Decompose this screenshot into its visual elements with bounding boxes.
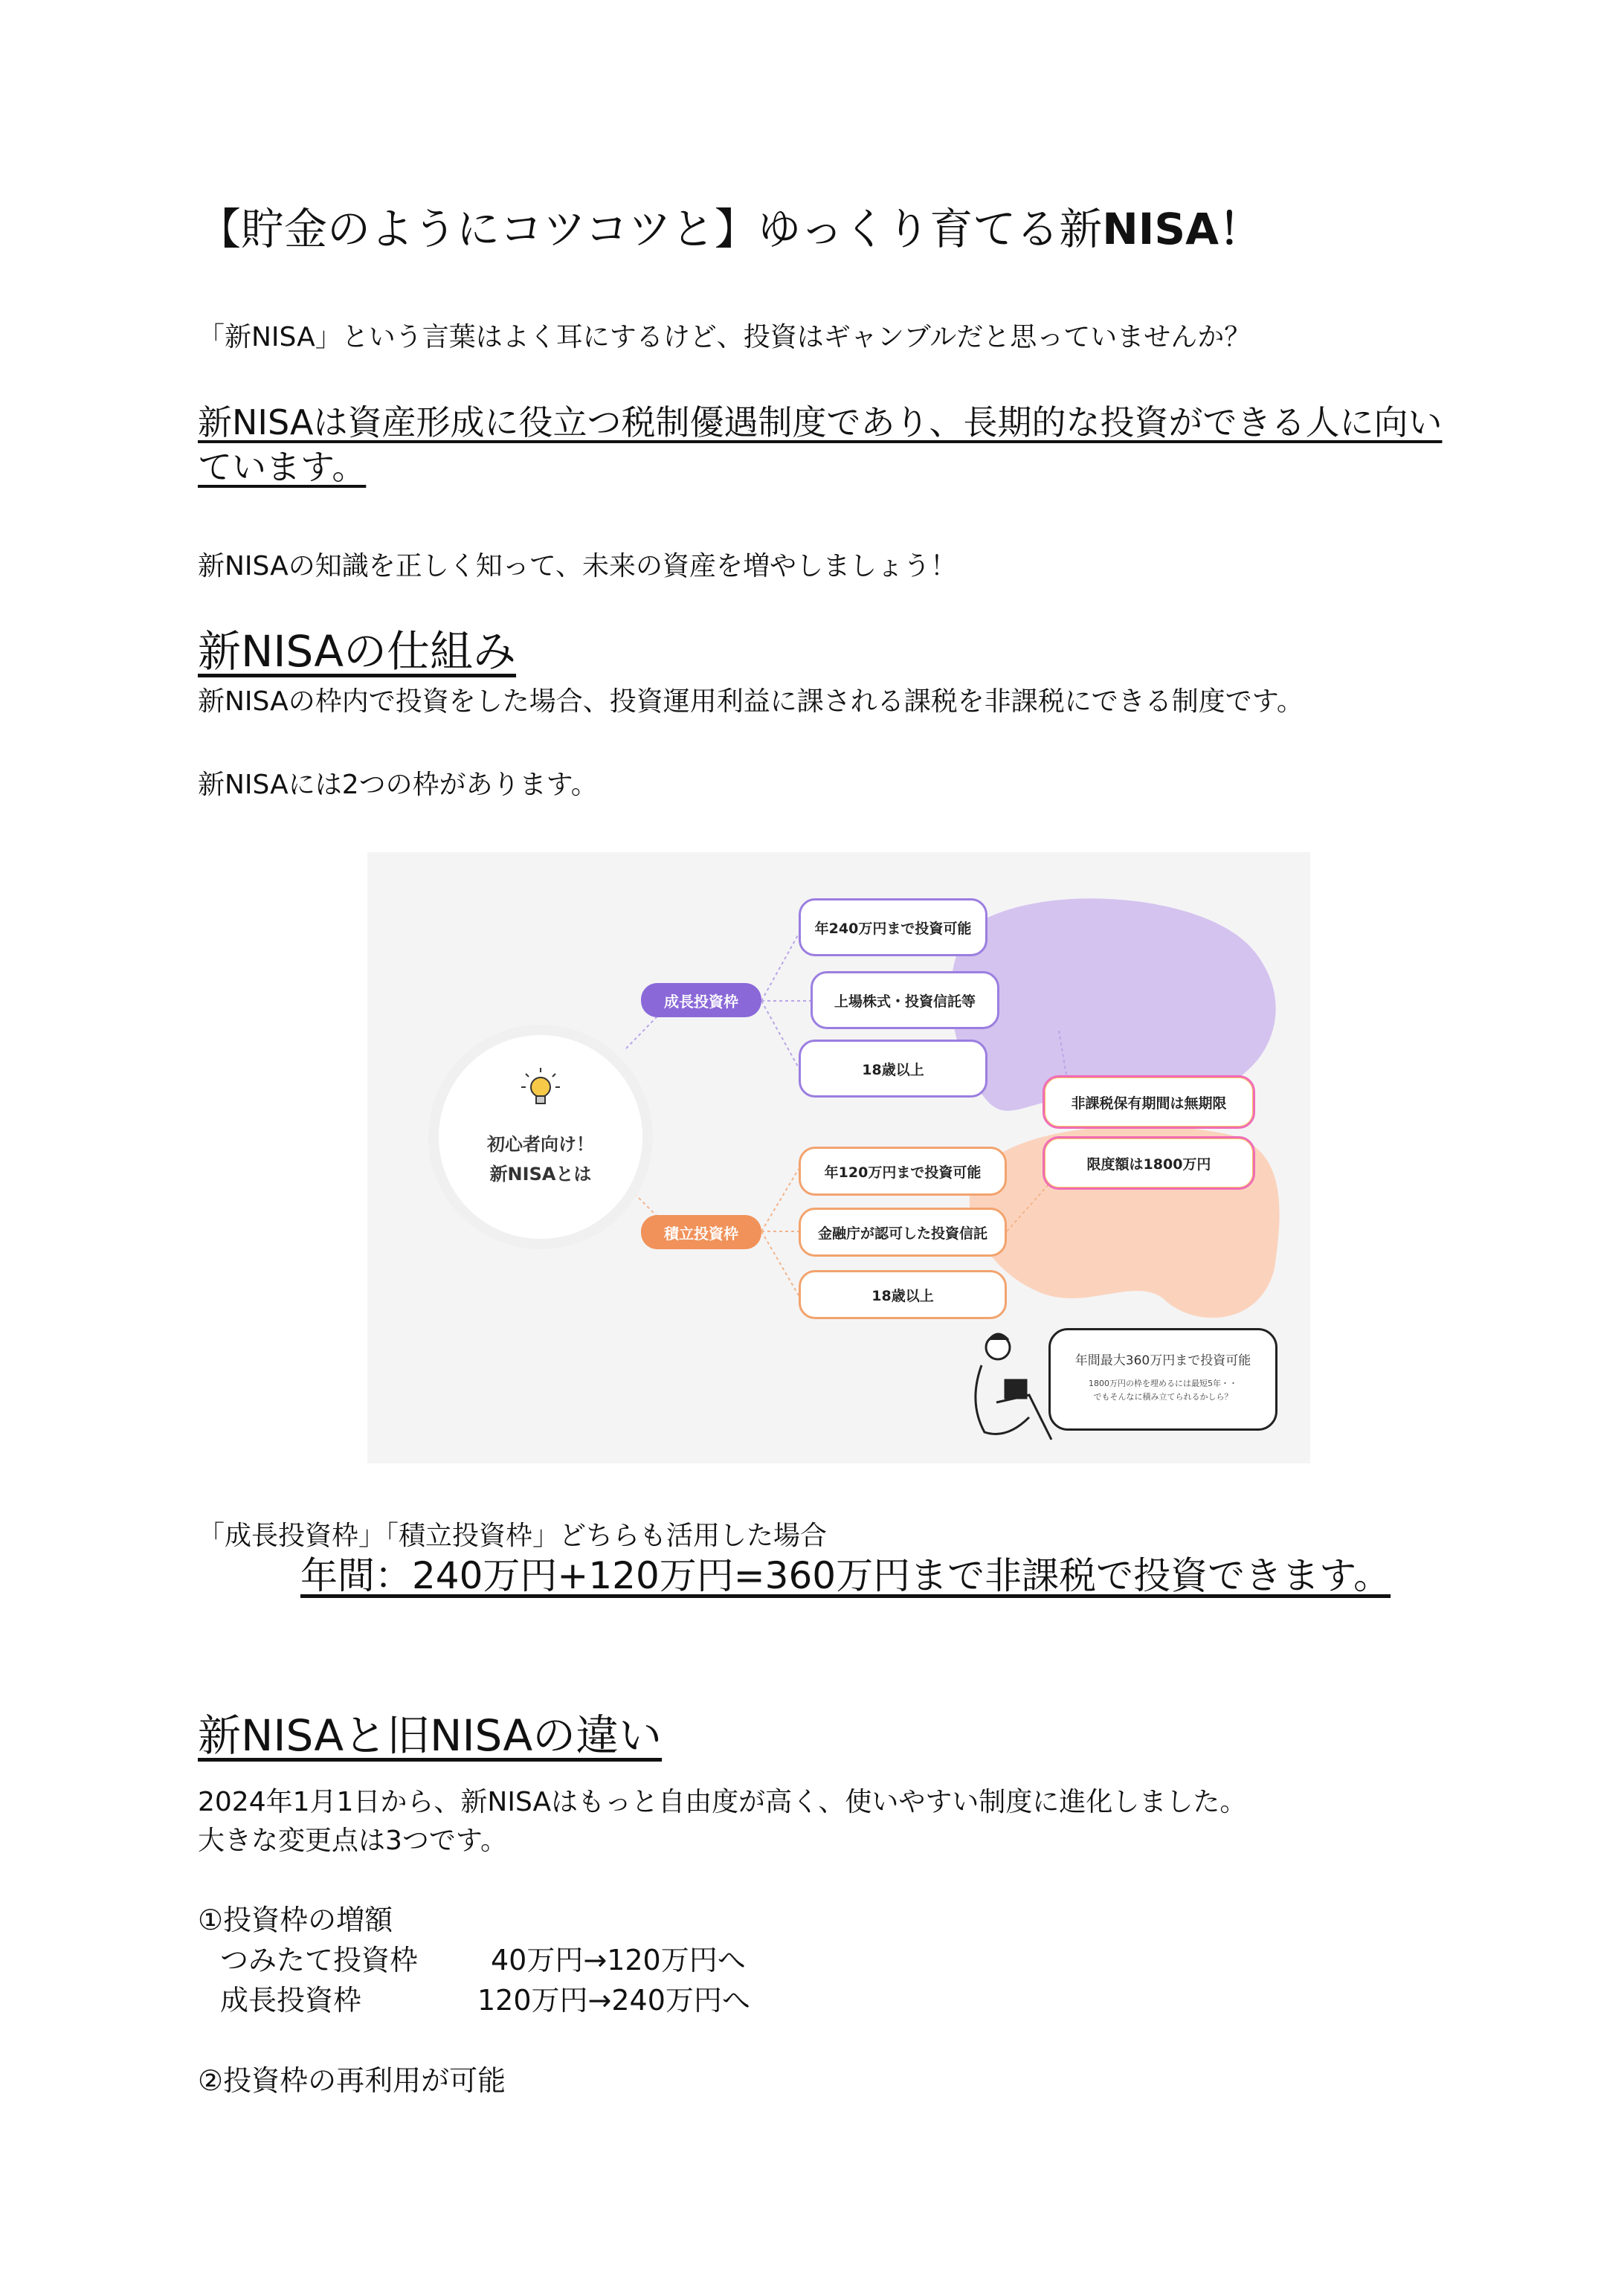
summary-text: 年間：240万円+120万円=360万円まで非課税で投資できます。 xyxy=(300,1554,1391,1597)
common-item-2: 限度額は1800万円 xyxy=(1043,1136,1255,1190)
change-row-2 xyxy=(198,1979,867,2021)
growth-frame-label: 成長投資枠 xyxy=(641,983,761,1017)
growth-item-2: 上場株式・投資信託等 xyxy=(811,971,999,1029)
frames-text: 新NISAには2つの枠があります。 xyxy=(198,770,598,800)
difference-body-2: 大きな変更点は3つです。 xyxy=(198,1826,508,1856)
mechanism-body: 新NISAの枠内で投資をした場合、投資運用利益に課される課税を非課税にできる制度です。 xyxy=(198,686,1304,717)
tsumitate-frame-label: 積立投資枠 xyxy=(641,1215,761,1249)
page-title: 【貯金のようにコツコツと】ゆっくり育てる新NISA！ xyxy=(198,204,1263,254)
bubble-line-1: 1800万円の枠を埋めるには最短5年・・ xyxy=(1089,1379,1237,1388)
change-row-1-value: 40万円→120万円へ xyxy=(491,1944,746,1976)
point-2-heading: ②投資枠の再利用が可能 xyxy=(198,2064,506,2097)
speech-bubble xyxy=(1048,1328,1277,1431)
bubble-title: 年間最大360万円まで投資可能 xyxy=(1074,1353,1251,1368)
growth-item-1: 年240万円まで投資可能 xyxy=(799,898,987,956)
tsumitate-item-1: 年120万円まで投資可能 xyxy=(799,1147,1007,1196)
point-1-heading: ①投資枠の増額 xyxy=(198,1904,393,1936)
section-heading-difference: 新NISAと旧NISAの違い xyxy=(198,1710,663,1761)
knowledge-text: 新NISAの知識を正しく知って、未来の資産を増やしましょう！ xyxy=(198,551,957,581)
tsumitate-item-3: 18歳以上 xyxy=(799,1270,1007,1319)
change-row-1 xyxy=(198,1939,867,1981)
bubble-line-2: でもそんなに積み立てられるかしら？ xyxy=(1093,1392,1233,1402)
section-heading-mechanism: 新NISAの仕組み xyxy=(198,626,517,677)
growth-item-3: 18歳以上 xyxy=(799,1040,987,1098)
common-item-1: 非課税保有期間は無期限 xyxy=(1043,1075,1255,1129)
difference-body-1: 2024年1月1日から、新NISAはもっと自由度が高く、使いやすい制度に進化しました。 xyxy=(198,1787,1247,1817)
nisa-infographic xyxy=(367,852,1310,1463)
center-title: 初心者向け！ 新NISAとは xyxy=(487,1134,594,1185)
center-circle xyxy=(439,1035,642,1239)
change-row-2-value: 120万円→240万円へ xyxy=(477,1984,750,2017)
tsumitate-item-2: 金融庁が認可した投資信託 xyxy=(799,1208,1007,1257)
person-illustration xyxy=(976,1334,1051,1440)
change-row-2-label: 成長投資枠 xyxy=(220,1984,362,2017)
lightbulb-icon xyxy=(518,1065,563,1109)
both-frames-text: 「成長投資枠」「積立投資枠」どちらも活用した場合 xyxy=(198,1521,828,1551)
change-row-1-label: つみたて投資枠 xyxy=(220,1944,419,1976)
lead-text: 新NISAは資産形成に役立つ税制優遇制度であり、長期的な投資ができる人に向いています。 xyxy=(198,402,1443,487)
intro-text: 「新NISA」という言葉はよく耳にするけど、投資はギャンブルだと思っていませんか？ xyxy=(198,322,1251,352)
